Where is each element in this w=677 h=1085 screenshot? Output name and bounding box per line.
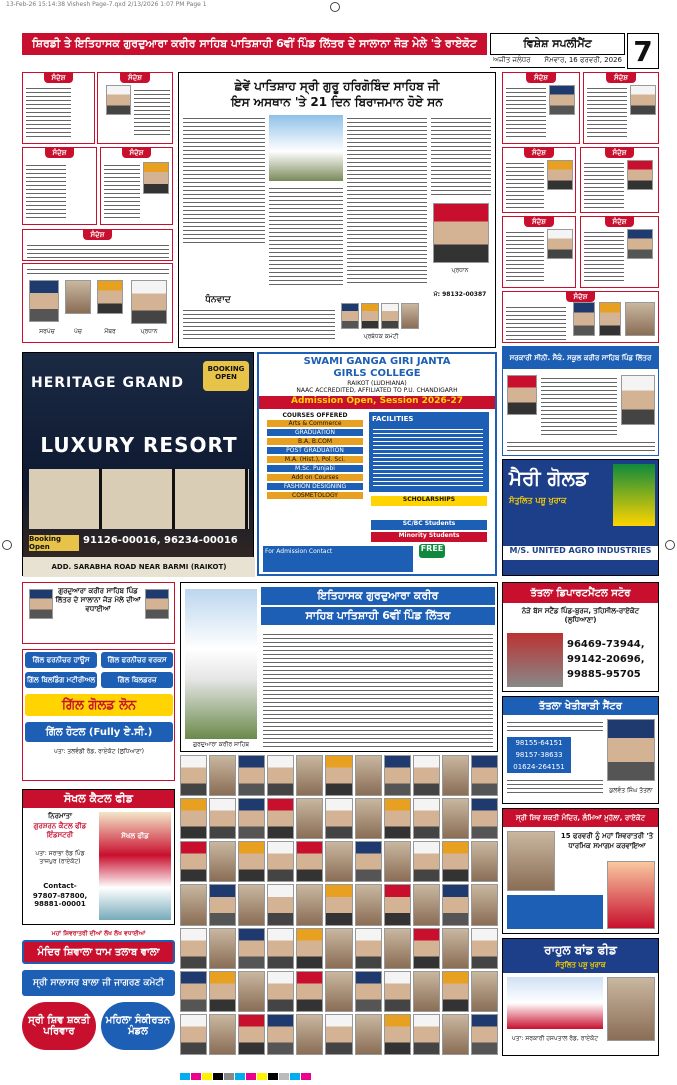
- gurdwara-photo: [185, 589, 257, 739]
- body-text-block: [587, 85, 627, 139]
- portrait-photo: [209, 755, 236, 796]
- portrait-photo: [238, 928, 265, 969]
- portrait-photo: [296, 884, 323, 925]
- portrait-photo: [442, 928, 469, 969]
- body-text-block: [27, 242, 169, 258]
- portrait-photo: [238, 884, 265, 925]
- supplement-title: ਵਿਸ਼ੇਸ਼ ਸਪਲੀਮੈਂਟ: [490, 33, 625, 55]
- greeting-ad: ਗੁਰਦੁਆਰਾ ਕਰੀਰ ਸਾਹਿਬ ਪਿੰਡ ਲਿੱਤਰ ਦੇ ਸਾਲਾਨਾ ਜੋੜ ਮੇਲੇ ਦੀਆਂ ਵਧਾਈਆਂ: [22, 582, 175, 644]
- gurdwara-photo: [269, 115, 343, 181]
- portrait-photo: [471, 1014, 498, 1055]
- portrait-photo: [325, 928, 352, 969]
- portrait-photo: [401, 303, 419, 329]
- body-text-block: [507, 439, 655, 451]
- body-text-block: [104, 162, 140, 220]
- gill-ads: ਗਿੱਲ ਫਰਨੀਚਰ ਹਾਊਸ ਗਿੱਲ ਫਰਨੀਚਰ ਵਰਕਸ ਗਿੱਲ ਬਿਲਡਿੰਗ ਮਟੀਰੀਅਲ ਗਿੱਲ ਬਿਲਡਰਜ਼ ਗਿੱਲ ਗੋਲਡ ਲੋਨ ਗਿੱਲ ਹੋਟਲ (Fully ਏ.ਸੀ.) ਪਤਾ: ਤਲਵੰਡੀ ਰੋਡ, ਰਾਏਕੋਟ (ਲੁਧਿਆਣਾ): [22, 649, 175, 781]
- print-slug: 13-Feb-26 15:14:38 Vishesh Page-7.qxd 2/13/2026 1:07 PM Page 1: [6, 1, 207, 8]
- portrait-photo: [361, 303, 379, 329]
- khetibari-ad: ਤੱਤਲਾ ਖੇਤੀਬਾੜੀ ਸੈਂਟਰ 98155-64151 98157-38633 01624-264151 ਕੁਲਵੰਤ ਸਿੰਘ ਤੱਤਲਾ: [502, 696, 659, 804]
- college-ad: SWAMI GANGA GIRI JANTA GIRLS COLLEGE RAIKOT (LUDHIANA) NAAC ACCREDITED, AFFILIATED TO P.U. CHANDIGARH Admission Open, Session 2026-27 COURSES OFFERED Arts & Commerce GRADUATION B.A, B.COM POST GRADUATION M.A. (Hist.), Pol. Sci. M.Sc. Punjabi Add on Courses FASHION DESIGNING COSMETOLOGY FACILITIES SCHOLARSHIPS SC/BC Students Minority Students FREE For Admission Contact: [257, 352, 497, 576]
- body-text-block: [506, 304, 566, 340]
- portrait-photo: [355, 971, 382, 1012]
- portrait-photo: [296, 971, 323, 1012]
- portrait-photo: [384, 1014, 411, 1055]
- portrait-photo: [209, 884, 236, 925]
- portrait-photo: [442, 755, 469, 796]
- portrait-photo: [547, 160, 573, 190]
- portrait-photo: [341, 303, 359, 329]
- portrait-photo: [355, 798, 382, 839]
- portrait-photo: [507, 831, 555, 891]
- body-text-block: [134, 87, 170, 137]
- portrait-photo: [325, 798, 352, 839]
- body-text-block: [373, 426, 483, 486]
- portrait-photo: [296, 928, 323, 969]
- feed-bag-photo: ਸੋਖਲ ਫੀਡ: [99, 812, 171, 920]
- portrait-photo: [471, 841, 498, 882]
- issue-date: ਸੋਮਵਾਰ, 16 ਫਰਵਰੀ, 2026: [544, 56, 622, 64]
- portrait-photo: [621, 375, 655, 425]
- greeting-ad: ਸੰਦੇਸ਼: [22, 229, 173, 261]
- body-text-block: [183, 115, 265, 245]
- agro-ad: ਮੈਰੀ ਗੋਲਡ ਸੰਤੁਲਿਤ ਪਸ਼ੂ ਖੁਰਾਕ M/S. UNITED AGRO INDUSTRIES: [502, 459, 659, 576]
- portrait-photo: [238, 798, 265, 839]
- portrait-photo: [131, 280, 167, 324]
- portrait-photo: [97, 280, 123, 314]
- portrait-photo: [413, 1014, 440, 1055]
- portrait-photo: [471, 884, 498, 925]
- portrait-photo: [238, 755, 265, 796]
- portrait-photo: [384, 971, 411, 1012]
- lead-story: ਛੇਵੇਂ ਪਾਤਿਸ਼ਾਹ ਸ੍ਰੀ ਗੁਰੂ ਹਰਿਗੋਬਿੰਦ ਸਾਹਿਬ ਜੀ ਇਸ ਅਸਥਾਨ 'ਤੇ 21 ਦਿਨ ਬਿਰਾਜਮਾਨ ਹੋਏ ਸਨ ਪ੍ਰਧਾਨ ਮੋ: 98132-00387 ਧੰਨਵਾਦ ਪ੍ਰਬੰਧਕ ਕਮੇਟੀ: [178, 72, 496, 348]
- greeting-ad: ਸੰਦੇਸ਼: [100, 147, 173, 225]
- portrait-photo: [384, 841, 411, 882]
- portrait-photo: [442, 1014, 469, 1055]
- portrait-photo: [573, 302, 595, 336]
- portrait-photo: [209, 928, 236, 969]
- header-strip: ਸ਼ਿਰਡੀ ਤੇ ਇਤਿਹਾਸਕ ਗੁਰਦੁਆਰਾ ਕਰੀਰ ਸਾਹਿਬ ਪਾਤਿਸ਼ਾਹੀ 6ਵੀਂ ਪਿੰਡ ਲਿੱਤਰ ਦੇ ਸਾਲਾਨਾ ਜੋੜ ਮੇਲੇ 'ਤੇ ਰਾਏਕੋਟ: [22, 33, 487, 55]
- portrait-photo: [29, 589, 53, 619]
- factory-photo: [507, 977, 603, 1029]
- portrait-photo: [65, 280, 91, 314]
- body-text-block: [507, 777, 603, 795]
- portrait-photo: [625, 302, 655, 336]
- portrait-photo: [355, 884, 382, 925]
- portrait-photo: [180, 884, 207, 925]
- portrait-photo: [143, 162, 169, 194]
- portrait-photo: [325, 1014, 352, 1055]
- portrait-photo: [180, 798, 207, 839]
- group-greeting-ad: ਸਰਪੰਚ ਪੰਚ ਮੈਂਬਰ ਪ੍ਰਧਾਨ: [22, 263, 173, 343]
- portrait-photo: [145, 589, 169, 619]
- body-text-block: [26, 85, 71, 140]
- portrait-photo: [384, 755, 411, 796]
- portrait-photo: [267, 841, 294, 882]
- greeting-ad: ਸੰਦੇਸ਼: [22, 147, 97, 225]
- portrait-photo: [413, 841, 440, 882]
- portrait-photo: [296, 798, 323, 839]
- portrait-photo: [209, 1014, 236, 1055]
- portrait-photo: [507, 375, 537, 415]
- portrait-photo: [471, 971, 498, 1012]
- portrait-photo: [325, 755, 352, 796]
- portrait-photo: [209, 798, 236, 839]
- portrait-photo: [29, 280, 59, 322]
- portrait-photo: [296, 1014, 323, 1055]
- portrait-photo: [267, 971, 294, 1012]
- portrait-photo: [413, 755, 440, 796]
- cattle-feed-ad: ਸੋਖਲ ਕੈਟਲ ਫੀਡ ਨਿਰਮਾਤਾ ਗੁਰਸ਼ਰਨ ਕੈਟਲ ਫੀਡ ਇੰਡਸਟਰੀ ਪਤਾ: ਸਰਾਭਾ ਰੋਡ ਪਿੰਡ ਤਾਜਪੁਰ (ਰਾਏਕੋਟ) Contact- 97807-87800, 98881-00001 ਸੋਖਲ ਫੀਡ: [22, 789, 175, 925]
- author-photo: [433, 203, 489, 263]
- greeting-ad: ਸੰਦੇਸ਼: [583, 72, 659, 144]
- photo-grid: [180, 755, 498, 1055]
- portrait-photo: [413, 884, 440, 925]
- body-text-block: [506, 85, 546, 139]
- portrait-photo: [267, 798, 294, 839]
- portrait-photo: [442, 841, 469, 882]
- portrait-photo: [413, 971, 440, 1012]
- color-bar: [180, 1073, 311, 1080]
- portrait-photo: [471, 798, 498, 839]
- store-ad: ਤੱਤਲਾ ਡਿਪਾਰਟਮੈਂਟਲ ਸਟੋਰ ਨੇੜੇ ਬੱਸ ਸਟੈਂਡ ਪਿੰਡ-ਬੁਰਜ, ਤਹਿਸੀਲ-ਰਾਏਕੋਟ (ਲੁਧਿਆਣਾ) 96469-73944, 99142-20696, 99885-95705: [502, 582, 659, 692]
- portrait-photo: [355, 841, 382, 882]
- portrait-photo: [267, 884, 294, 925]
- portrait-photo: [630, 85, 656, 115]
- body-text-block: [347, 115, 427, 285]
- body-text-block: [541, 375, 617, 435]
- portrait-photo: [413, 798, 440, 839]
- portrait-photo: [384, 884, 411, 925]
- body-text-block: [27, 266, 169, 274]
- portrait-photo: [471, 928, 498, 969]
- course-list: Arts & Commerce GRADUATION B.A, B.COM POST GRADUATION M.A. (Hist.), Pol. Sci. M.Sc. Punjabi Add on Courses FASHION DESIGNING COSMETOLOGY: [267, 420, 363, 501]
- facilities-box: FACILITIES: [369, 412, 489, 492]
- school-ad: ਸਰਕਾਰੀ ਸੀਨੀ. ਸੈਕੰ. ਸਕੂਲ ਕਰੀਰ ਸਾਹਿਬ ਪਿੰਡ ਲਿੱਤਰ: [502, 346, 659, 456]
- body-text-block: [263, 631, 493, 749]
- greeting-ad: ਸੰਦੇਸ਼: [22, 72, 95, 144]
- deity-image: [607, 861, 655, 929]
- gurdwara-article: ਇਤਿਹਾਸਕ ਗੁਰਦੁਆਰਾ ਕਰੀਰ ਸਾਹਿਬ ਪਾਤਿਸ਼ਾਹੀ 6ਵੀਂ ਪਿੰਡ ਲਿੱਤਰ ਗੁਰਦੁਆਰਾ ਕਰੀਰ ਸਾਹਿਬ: [180, 582, 498, 752]
- portrait-photo: [627, 229, 653, 259]
- body-text-block: [26, 162, 66, 220]
- portrait-photo: [238, 971, 265, 1012]
- portrait-photo: [238, 841, 265, 882]
- body-text-block: [584, 160, 624, 208]
- portrait-photo: [381, 303, 399, 329]
- registration-mark: [330, 2, 340, 12]
- portrait-photo: [607, 719, 655, 781]
- portrait-photo: [325, 841, 352, 882]
- portrait-photo: [471, 755, 498, 796]
- portrait-photo: [180, 841, 207, 882]
- portrait-photo: [180, 1014, 207, 1055]
- store-photo: [507, 633, 563, 687]
- body-text-block: [431, 115, 491, 195]
- body-text-block: [269, 185, 343, 285]
- rahul-feed-ad: ਰਾਹੁਲ ਬਾਂਡ ਫੀਡ ਸੰਤੁਲਿਤ ਪਸ਼ੂ ਖੁਰਾਕ ਪਤਾ: ਸਰਕਾਰੀ ਹਸਪਤਾਲ ਰੋਡ, ਰਾਏਕੋਟ: [502, 938, 659, 1056]
- khet-phones: 98155-64151 98157-38633 01624-264151: [507, 737, 571, 773]
- portrait-photo: [442, 971, 469, 1012]
- portrait-photo: [325, 884, 352, 925]
- greeting-ad: ਸੰਦੇਸ਼: [502, 72, 580, 144]
- portrait-photo: [547, 229, 573, 259]
- portrait-photo: [384, 798, 411, 839]
- portrait-photo: [355, 755, 382, 796]
- body-text-block: [584, 229, 624, 283]
- portrait-photo: [209, 841, 236, 882]
- portrait-photo: [599, 302, 621, 336]
- store-phones: 96469-73944, 99142-20696, 99885-95705: [567, 639, 645, 680]
- page-number: 7: [627, 33, 659, 69]
- portrait-photo: [267, 755, 294, 796]
- dateline: [490, 56, 625, 68]
- portrait-photo: [325, 971, 352, 1012]
- greeting-ad: ਸੰਦੇਸ਼: [97, 72, 173, 144]
- registration-mark: [665, 540, 675, 550]
- portrait-photo: [180, 755, 207, 796]
- portrait-photo: [106, 85, 131, 115]
- portrait-photo: [442, 884, 469, 925]
- greeting-ad: ਸੰਦੇਸ਼: [580, 216, 659, 288]
- greeting-ad: ਸੰਦੇਸ਼: [580, 147, 659, 213]
- portrait-photo: [180, 928, 207, 969]
- banner-strip: [507, 895, 603, 929]
- feed-bag: [613, 464, 655, 526]
- portrait-photo: [384, 928, 411, 969]
- greeting-ad: ਸੰਦੇਸ਼: [502, 216, 576, 288]
- portrait-photo: [355, 1014, 382, 1055]
- body-text-block: [506, 160, 544, 208]
- body-text-block: [507, 719, 603, 733]
- portrait-photo: [238, 1014, 265, 1055]
- portrait-photo: [296, 755, 323, 796]
- portrait-photo: [267, 1014, 294, 1055]
- paper-name: ਅਜੀਤ ਜਲੰਧਰ: [493, 56, 531, 64]
- body-text-block: [183, 307, 335, 339]
- resort-ad: HERITAGE GRAND BOOKING OPEN LUXURY RESORT Booking Open 91126-00016, 96234-00016 ADD. SARABHA ROAD NEAR BARMI (RAIKOT): [22, 352, 254, 576]
- venue-photos: [29, 469, 249, 529]
- portrait-photo: [413, 928, 440, 969]
- mandir-ads: ਮਹਾਂ ਸ਼ਿਵਰਾਤਰੀ ਦੀਆਂ ਲੱਖ ਲੱਖ ਵਧਾਈਆਂ ਮੰਦਿਰ ਸ਼ਿਵਾਲਾ ਧਾਮ ਤਲਾਬ ਵਾਲਾ ਸ੍ਰੀ ਸਾਲਾਸਰ ਬਾਲਾ ਜੀ ਜਾਗਰਣ ਕਮੇਟੀ ਸ੍ਰੀ ਸ਼ਿਵ ਸ਼ਕਤੀ ਪਰਿਵਾਰ ਮਹਿਲਾ ਸੰਕੀਰਤਨ ਮੰਡਲ: [22, 930, 175, 1056]
- portrait-photo: [180, 971, 207, 1012]
- greeting-ad: ਸੰਦੇਸ਼: [502, 147, 576, 213]
- portrait-photo: [549, 85, 575, 115]
- portrait-photo: [209, 971, 236, 1012]
- portrait-photo: [355, 928, 382, 969]
- group-greeting-ad: ਸੰਦੇਸ਼: [502, 291, 659, 343]
- portrait-photo: [296, 841, 323, 882]
- portrait-photo: [442, 798, 469, 839]
- portrait-photo: [607, 977, 655, 1041]
- portrait-photo: [267, 928, 294, 969]
- shiv-shakti-ad: ਸ੍ਰੀ ਸ਼ਿਵ ਸ਼ਕਤੀ ਮੰਦਿਰ, ਲੰਮਿਆਂ ਮੁਹੱਲਾ, ਰਾਏਕੋਟ 15 ਫਰਵਰੀ ਨੂੰ ਮਹਾਂ ਸ਼ਿਵਰਾਤਰੀ 'ਤੇ ਧਾਰਮਿਕ ਸਮਾਗਮ ਕਰਵਾਇਆ: [502, 808, 659, 934]
- body-text-block: [506, 229, 544, 283]
- portrait-photo: [627, 160, 653, 190]
- registration-mark: [2, 540, 12, 550]
